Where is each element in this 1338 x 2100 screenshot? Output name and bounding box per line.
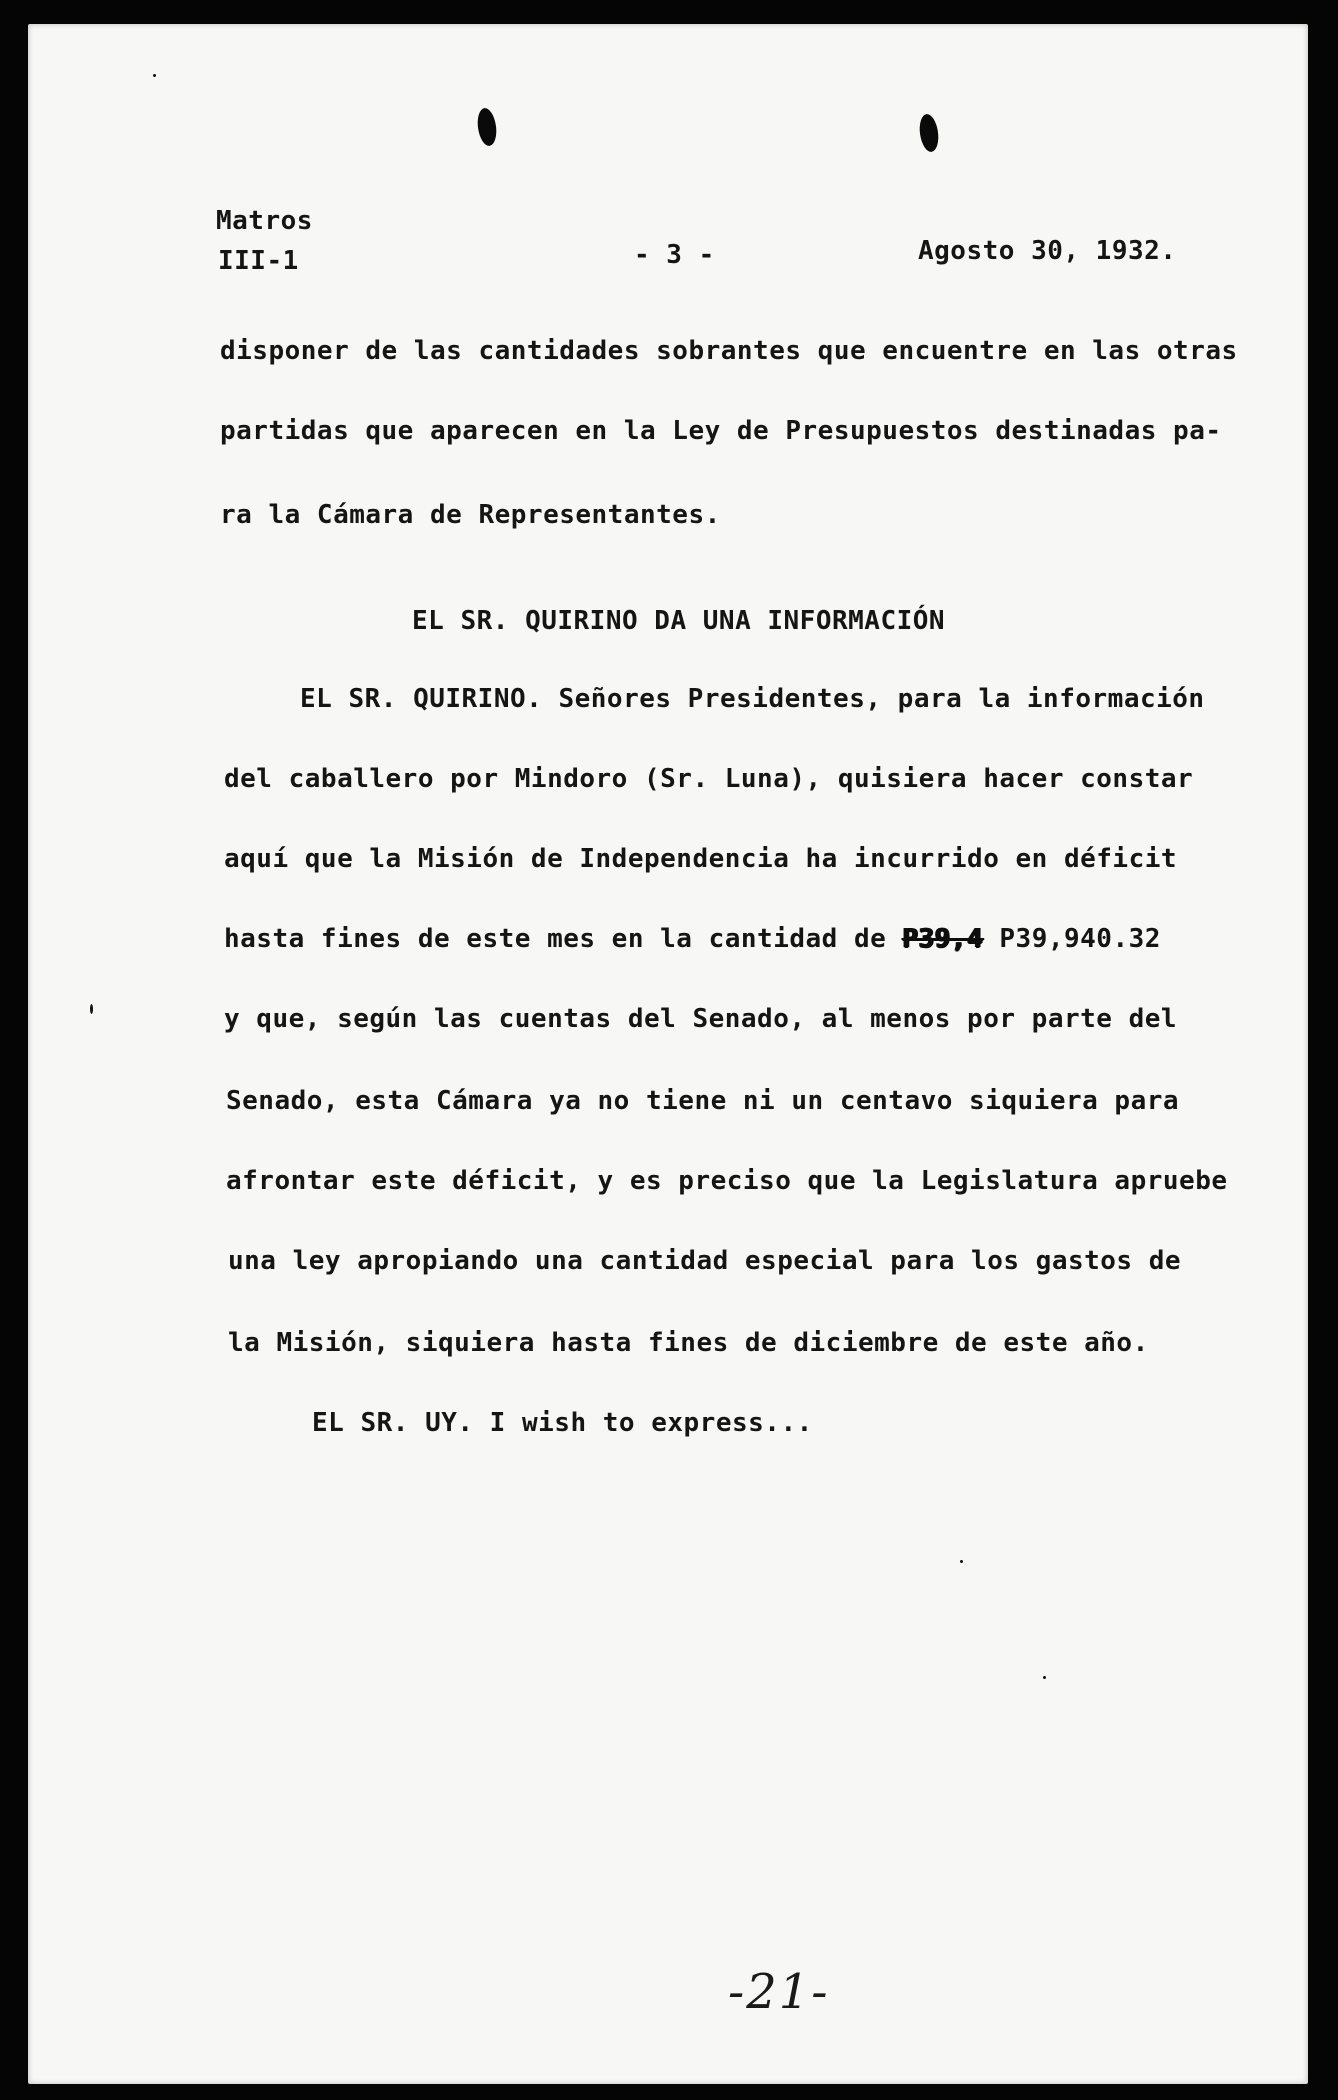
text-line: del caballero por Mindoro (Sr. Luna), quisiera hacer constar bbox=[224, 764, 1194, 794]
text-line: disponer de las cantidades sobrantes que encuentre en las otras bbox=[220, 336, 1238, 366]
amount-prefix: hasta fines de este mes en la cantidad de bbox=[224, 924, 887, 954]
text-line: afrontar este déficit, y es preciso que la Legislatura apruebe bbox=[226, 1166, 1228, 1196]
scan-speck bbox=[90, 1004, 93, 1014]
handwritten-folio: -21- bbox=[728, 1964, 830, 2020]
text-line: EL SR. QUIRINO. Señores Presidentes, para la información bbox=[300, 684, 1205, 714]
text-line: ra la Cámara de Representantes. bbox=[220, 500, 721, 530]
scan-speck bbox=[153, 74, 156, 77]
header-author: Matros bbox=[216, 206, 313, 236]
page-number: - 3 - bbox=[634, 240, 715, 270]
punch-hole-right bbox=[917, 113, 940, 153]
header-reel: III-1 bbox=[218, 246, 299, 276]
text-line: una ley apropiando una cantidad especial para los gastos de bbox=[228, 1246, 1182, 1276]
amount-value: P39,940.32 bbox=[999, 924, 1161, 954]
text-line: partidas que aparecen en la Ley de Presupuestos destinadas pa- bbox=[220, 416, 1222, 446]
punch-hole-left bbox=[475, 107, 498, 147]
text-line: y que, según las cuentas del Senado, al menos por parte del bbox=[224, 1004, 1178, 1034]
text-line: Senado, esta Cámara ya no tiene ni un centavo siquiera para bbox=[226, 1086, 1180, 1116]
section-heading: EL SR. QUIRINO DA UNA INFORMACIÓN bbox=[412, 606, 946, 636]
text-line: la Misión, siquiera hasta fines de diciembre de este año. bbox=[228, 1328, 1149, 1358]
struck-out-amount: P39,4 bbox=[902, 924, 984, 954]
document-date: Agosto 30, 1932. bbox=[918, 236, 1177, 266]
text-line: aquí que la Misión de Independencia ha incurrido en déficit bbox=[224, 844, 1178, 874]
document-page bbox=[28, 24, 1308, 2084]
scan-speck bbox=[960, 1560, 963, 1563]
text-line-amount bbox=[224, 924, 1161, 954]
closing-line: EL SR. UY. I wish to express... bbox=[312, 1408, 813, 1438]
scan-speck bbox=[1043, 1676, 1046, 1679]
